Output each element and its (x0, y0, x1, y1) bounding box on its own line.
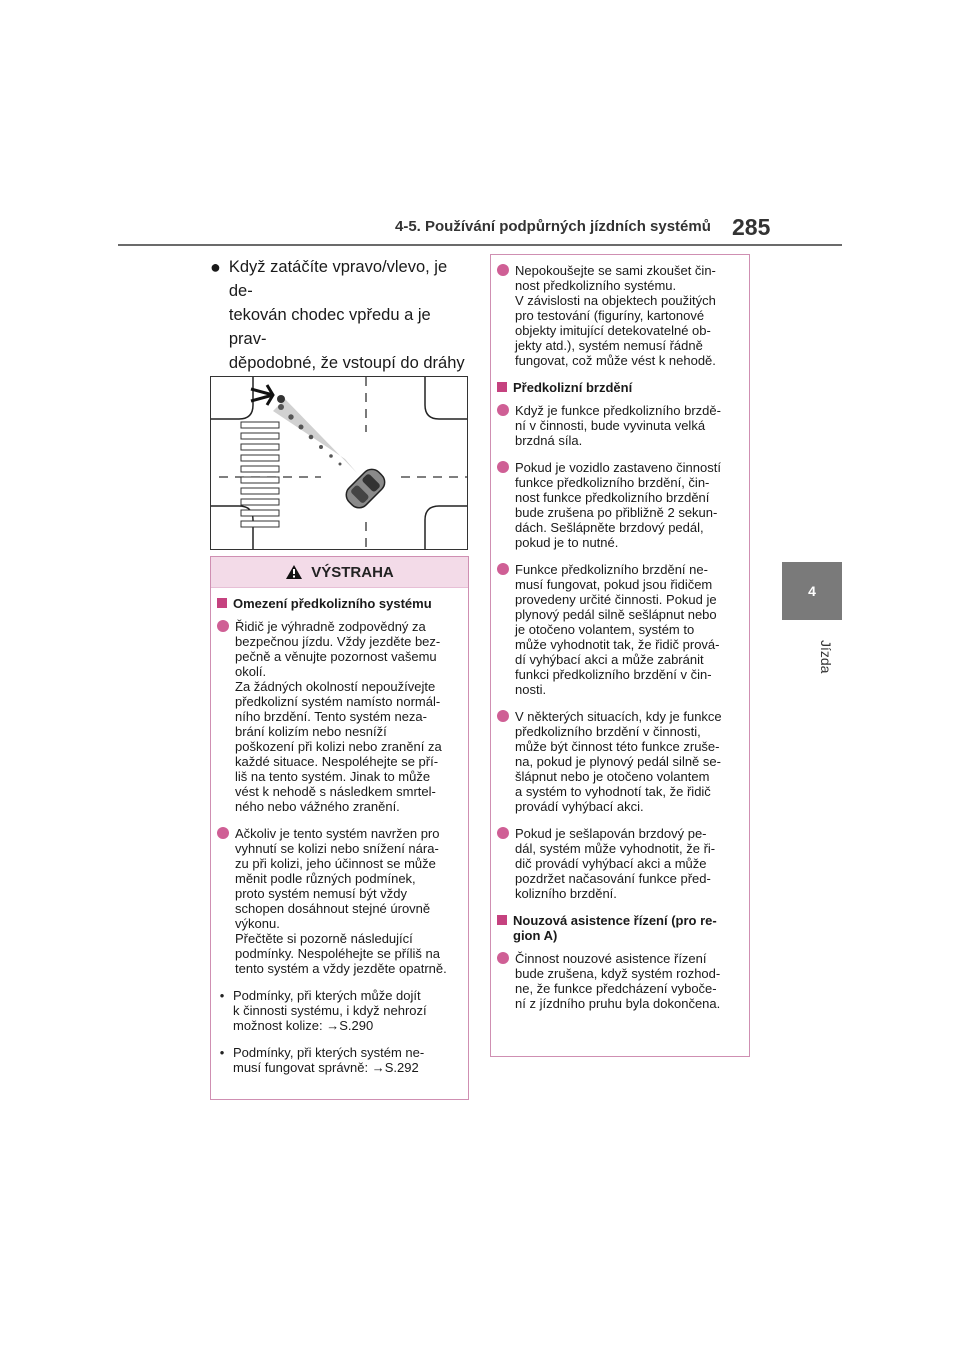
bullet-circle-icon (497, 952, 509, 964)
bullet-circle-icon (217, 827, 229, 839)
warning-section-title: Omezení předkolizního systému (217, 596, 460, 611)
page-number: 285 (732, 214, 771, 240)
chapter-number: 4 (808, 583, 816, 599)
note-bullet: • (219, 1045, 225, 1060)
detection-cone (273, 399, 357, 473)
header-rule (118, 244, 842, 246)
right-section-2-title: Nouzová asistence řízení (pro re- gion A) (497, 913, 741, 943)
road-edge-top-left (211, 377, 253, 419)
warning-panel (210, 556, 469, 1100)
bullet-circle-icon (217, 620, 229, 632)
right-section-2-item-1: Činnost nouzové asistence řízení bude zrušena, když systém rozhod- ne, že funkce předcházení vyboče- ní z jízdního pruhu byla dokončena. (497, 951, 741, 1011)
road-edge-bottom-right (425, 506, 467, 549)
road-edge-top-right (425, 377, 467, 419)
warning-header (211, 557, 468, 588)
warning-title: VÝSTRAHA (311, 563, 394, 581)
right-warning-panel (490, 254, 750, 1057)
warning-item-2: Ačkoliv je tento systém navržen pro vyhnutí se kolizi nebo snížení nára- zu při kolizi, jeho účinnost se může měnit podle různých podmínek, proto systém nemusí být vždy schopen dosáhnout stejné úrovně výkonu. Přečtěte si pozorně následující podmínky. Nespoléhejte se příliš na tento systém a vždy jezděte opatrně. (217, 826, 460, 976)
right-section-1-item-4: V některých situacích, kdy je funkce předkolizního brzdění v činnosti, může být činnost této funkce zruše- na, pokud je plynový pedál silně se- šlápnut nebo je otočeno volantem a systém to vyhodnotí tak, že řidič provádí vyhýbací akci. (497, 709, 741, 814)
section-square-icon (497, 382, 507, 392)
right-section-1-title: Předkolizní brzdění (497, 380, 741, 395)
intro-text: Když zatáčíte vpravo/vlevo, je de- tekován chodec vpředu a je prav- děpodobné, že vstoupí do dráhy (228, 258, 465, 372)
warning-item-1: Řidič je výhradně zodpovědný za bezpečnou jízdu. Vždy jezděte bez- pečně a věnujte pozornost vašemu okolí. Za žádných okolností nepoužívejte předkolizní systém namísto normál- ního brzdění. Tento systém neza- brání kolizím nebo nesníží poškození při kolizi nebo zranění za každé situace. Nespoléhejte se pří- liš na tento systém. Jinak to může vést k nehodě s následkem smrtel- ného nebo vážného zranění. (217, 619, 460, 814)
section-square-icon (217, 598, 227, 608)
bullet-circle-icon (497, 404, 509, 416)
bullet-circle-icon (497, 563, 509, 575)
pedestrian-icon (251, 385, 285, 405)
chapter-label: Jízda (818, 640, 834, 674)
bullet-circle-icon (497, 264, 509, 276)
chapter-tab (782, 562, 842, 620)
right-section-1-item-2: Pokud je vozidlo zastaveno činností funkce předkolizního brzdění, čin- nost funkce předkolizního brzdění bude zrušena po přibližně 2 sekun- dách. Sešlápněte brzdový pedál, pokud je to nutné. (497, 460, 741, 550)
intro-bullet: ● (210, 257, 221, 277)
warning-note-2: • Podmínky, při kterých systém ne- musí fungovat správně: →S.292 (217, 1045, 460, 1075)
bullet-circle-icon (497, 461, 509, 473)
right-intro-item: Nepokoušejte se sami zkoušet čin- nost předkolizního systému. V závislosti na objektech použitých pro testování (figuríny, kartonové objekty imitující detekovatelné ob- jekty atd.), systém nemusí řádně fungovat, což může vést k nehodě. (497, 263, 741, 368)
bullet-circle-icon (497, 710, 509, 722)
note-bullet: • (219, 988, 225, 1003)
warning-note-1: • Podmínky, při kterých může dojít k činnosti systému, i když nehrozí možnost kolize: →S.290 (217, 988, 460, 1033)
crosswalk (241, 422, 279, 527)
right-section-1-item-5: Pokud je sešlapován brzdový pe- dál, systém může vyhodnotit, že ři- dič provádí vyhýbací akci a může pozdržet načasování funkce před- kolizního brzdění. (497, 826, 741, 901)
header-title: 4-5. Používání podpůrných jízdních systémů (395, 218, 711, 235)
warning-icon (285, 564, 303, 580)
bullet-circle-icon (497, 827, 509, 839)
right-section-1-item-3: Funkce předkolizního brzdění ne- musí fungovat, pokud jsou řidičem provedeny určité činnosti. Pokud je plynový pedál silně sešlápnut nebo je otočeno volantem, systém to může vyhodnotit tak, že řidič prová- dí vyhýbací akci a může zabránit funkci předkolizního brzdění v čin- nosti. (497, 562, 741, 697)
car-icon (342, 465, 389, 512)
right-section-1-item-1: Když je funkce předkolizního brzdě- ní v činnosti, bude vyvinuta velká brzdná síla. (497, 403, 741, 448)
intersection-diagram (211, 377, 467, 549)
intersection-illustration (210, 376, 468, 550)
section-square-icon (497, 915, 507, 925)
